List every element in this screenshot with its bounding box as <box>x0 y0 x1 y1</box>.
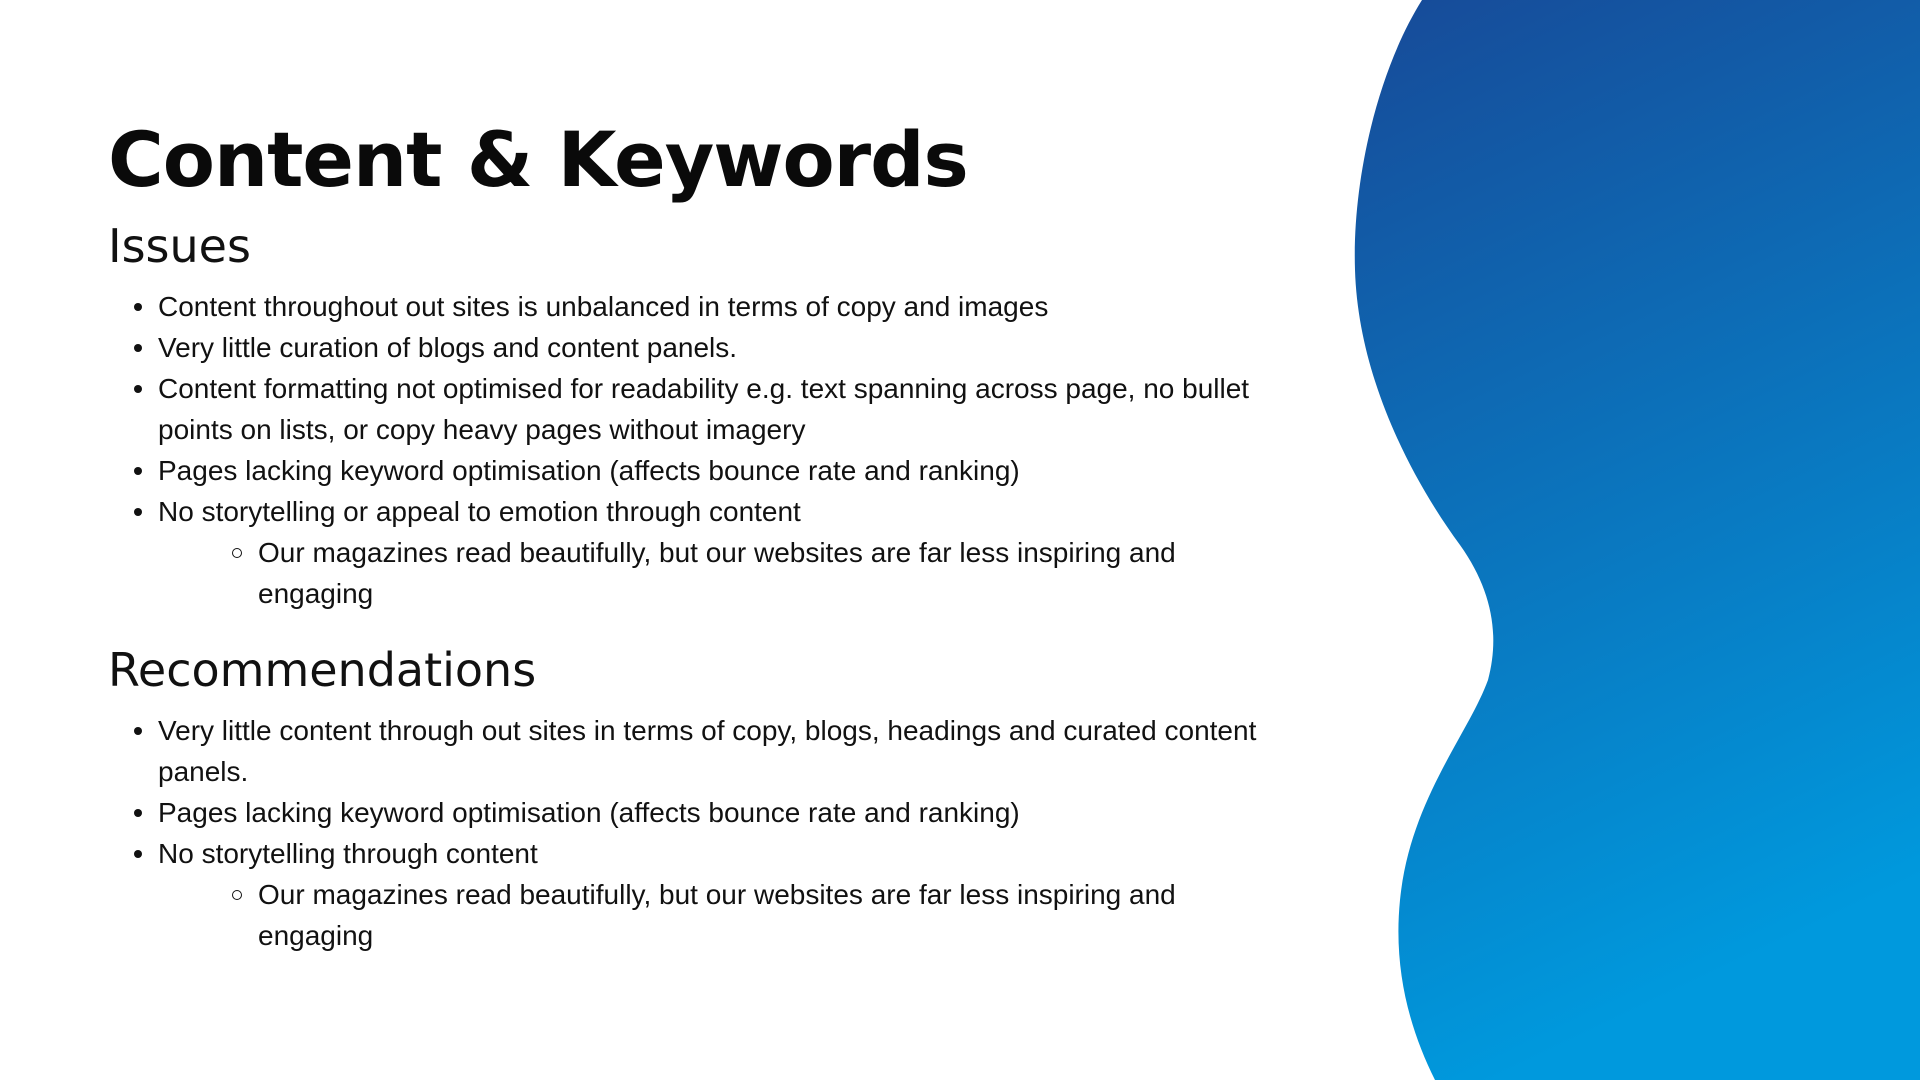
recommendations-heading: Recommendations <box>108 643 537 697</box>
recommendations-list <box>108 710 1268 956</box>
list-item: Content throughout out sites is unbalanced in terms of copy and images <box>108 286 1268 327</box>
issues-list <box>108 286 1268 614</box>
list-item: No storytelling through content Our magazines read beautifully, but our websites are far less inspiring and engaging <box>108 833 1268 956</box>
issues-heading: Issues <box>108 219 251 273</box>
list-item: Pages lacking keyword optimisation (affects bounce rate and ranking) <box>108 792 1268 833</box>
slide-title: Content & Keywords <box>108 115 968 204</box>
sub-list-item: Our magazines read beautifully, but our websites are far less inspiring and engaging <box>158 532 1268 614</box>
issues-sub-list <box>158 532 1268 614</box>
list-item: No storytelling or appeal to emotion through content Our magazines read beautifully, but our websites are far less inspiring and engaging <box>108 491 1268 614</box>
sub-list-item: Our magazines read beautifully, but our websites are far less inspiring and engaging <box>158 874 1268 956</box>
list-item: Content formatting not optimised for readability e.g. text spanning across page, no bullet points on lists, or copy heavy pages without imagery <box>108 368 1268 450</box>
main-content <box>108 110 1268 956</box>
list-item: Very little curation of blogs and content panels. <box>108 327 1268 368</box>
recommendations-sub-list <box>158 874 1268 956</box>
list-item: Very little content through out sites in terms of copy, blogs, headings and curated content panels. <box>108 710 1268 792</box>
list-item: Pages lacking keyword optimisation (affects bounce rate and ranking) <box>108 450 1268 491</box>
